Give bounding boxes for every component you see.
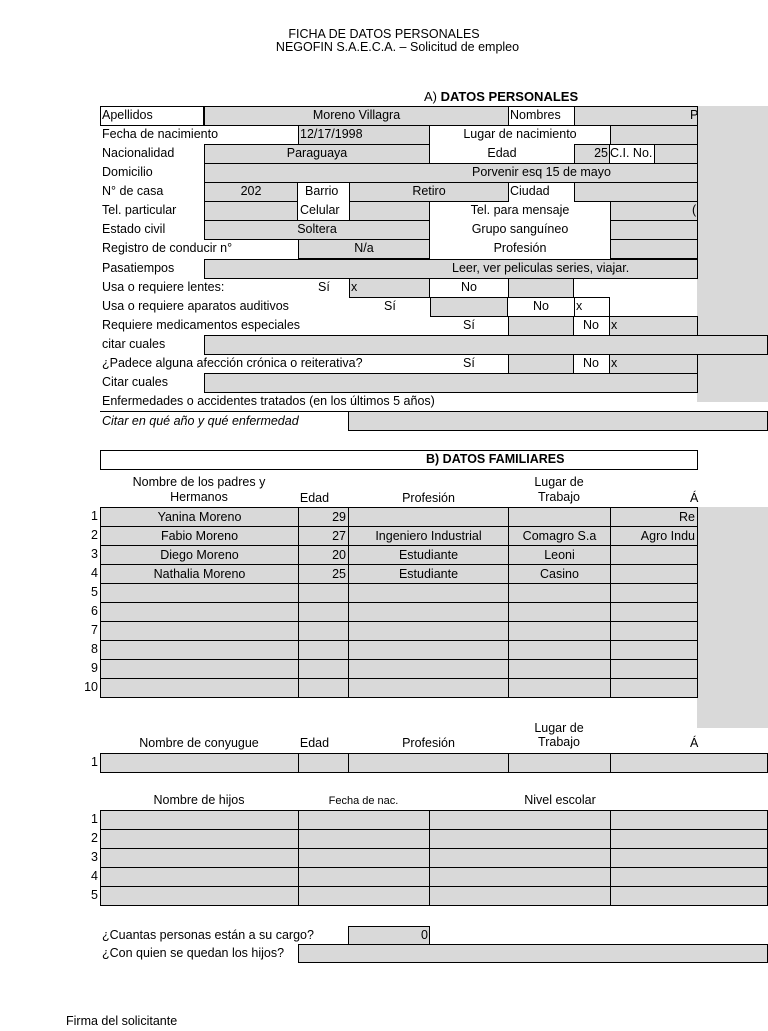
- celular-field[interactable]: [349, 201, 430, 221]
- parents-cell-extra[interactable]: [610, 583, 698, 603]
- barrio-label: Barrio: [305, 184, 339, 198]
- children-cell-extra[interactable]: [610, 848, 768, 868]
- parents-cell-nombre[interactable]: Fabio Moreno: [100, 526, 299, 546]
- afeccion-no-label: No: [583, 356, 599, 370]
- parents-cell-extra[interactable]: [610, 621, 698, 641]
- estado-civil-value: Soltera: [297, 222, 337, 236]
- spouse-header-lugar: Lugar de Trabajo: [534, 721, 584, 749]
- spouse-cell-edad[interactable]: [298, 753, 349, 773]
- parents-cell-nombre[interactable]: [100, 583, 299, 603]
- spouse-header-extra: Á: [690, 736, 699, 750]
- parents-cell-profesion[interactable]: [348, 621, 509, 641]
- parents-cell-lugar[interactable]: Casino: [508, 564, 611, 584]
- parents-cell-profesion[interactable]: [348, 507, 509, 527]
- citar-cuales-1-label: citar cuales: [102, 337, 166, 351]
- children-cell-fecha[interactable]: [298, 810, 430, 830]
- lentes-label: Usa o requiere lentes:: [102, 280, 225, 294]
- parents-cell-lugar[interactable]: [508, 602, 611, 622]
- parents-cell-nombre[interactable]: Yanina Moreno: [100, 507, 299, 527]
- medicamentos-no-field[interactable]: [609, 316, 698, 336]
- children-cell-extra[interactable]: [610, 867, 768, 887]
- parents-row-number: 2: [91, 528, 98, 542]
- spouse-header-nombre: Nombre de conyugue: [139, 736, 259, 750]
- children-row-number: 4: [91, 869, 98, 883]
- n-casa-value: 202: [240, 184, 262, 198]
- nombres-value: P: [690, 108, 699, 122]
- parents-cell-nombre[interactable]: [100, 678, 299, 698]
- parents-cell-profesion[interactable]: [348, 678, 509, 698]
- ci-label: C.I. No.: [610, 146, 653, 160]
- auditivos-si-field[interactable]: [430, 297, 508, 317]
- children-cell-nombre[interactable]: [100, 848, 299, 868]
- lentes-no-label: No: [461, 280, 477, 294]
- citar-cuales-1-field[interactable]: [204, 335, 768, 355]
- parents-cell-extra[interactable]: Agro Indu: [610, 526, 698, 546]
- parents-cell-lugar[interactable]: [508, 640, 611, 660]
- apellidos-value: Moreno Villagra: [312, 108, 401, 122]
- parents-cell-edad[interactable]: [298, 640, 349, 660]
- parents-cell-nombre[interactable]: [100, 659, 299, 679]
- n-casa-label: N° de casa: [102, 184, 164, 198]
- parents-cell-profesion[interactable]: [348, 602, 509, 622]
- nombres-field[interactable]: [574, 106, 698, 126]
- parents-cell-nombre[interactable]: Nathalia Moreno: [100, 564, 299, 584]
- children-cell-extra[interactable]: [610, 886, 768, 906]
- children-cell-nivel[interactable]: [429, 829, 611, 849]
- barrio-value: Retiro: [412, 184, 446, 198]
- parents-cell-nombre[interactable]: [100, 640, 299, 660]
- parents-cell-profesion[interactable]: [348, 659, 509, 679]
- domicilio-field[interactable]: [204, 163, 698, 183]
- children-cell-fecha[interactable]: [298, 886, 430, 906]
- afeccion-no-field[interactable]: [609, 354, 698, 374]
- lugar-nacimiento-field[interactable]: [610, 125, 698, 145]
- lentes-no-field[interactable]: [508, 278, 574, 298]
- parents-cell-edad[interactable]: [298, 678, 349, 698]
- children-cell-nombre[interactable]: [100, 867, 299, 887]
- parents-row-number: 1: [91, 509, 98, 523]
- lentes-si-label: Sí: [318, 280, 330, 294]
- lugar-nacimiento-label: Lugar de nacimiento: [463, 127, 577, 141]
- celular-label: Celular: [300, 203, 340, 217]
- form-subtitle: NEGOFIN S.A.E.C.A. – Solicitud de empleo: [275, 40, 520, 54]
- parents-cell-profesion[interactable]: [348, 583, 509, 603]
- domicilio-value: Porvenir esq 15 de mayo: [472, 165, 611, 179]
- children-header-nivel: Nivel escolar: [524, 793, 596, 807]
- citar-anio-field[interactable]: [348, 411, 768, 431]
- parents-row-number: 5: [91, 585, 98, 599]
- parents-row-number: 7: [91, 623, 98, 637]
- parents-cell-lugar[interactable]: [508, 583, 611, 603]
- tel-particular-field[interactable]: [204, 201, 298, 221]
- spouse-header-profesion: Profesión: [402, 736, 455, 750]
- medicamentos-si-label: Sí: [463, 318, 475, 332]
- children-cell-nivel[interactable]: [429, 867, 611, 887]
- citar-cuales-2-label: Citar cuales: [102, 375, 168, 389]
- children-cell-extra[interactable]: [610, 810, 768, 830]
- spouse-row-number: 1: [91, 755, 98, 769]
- parents-row-number: 8: [91, 642, 98, 656]
- estado-civil-label: Estado civil: [102, 222, 166, 236]
- medicamentos-no-label: No: [583, 318, 599, 332]
- children-cell-nivel[interactable]: [429, 848, 611, 868]
- right-column-gray-top: [697, 106, 768, 402]
- medicamentos-no-value: x: [611, 318, 618, 332]
- parents-cell-edad[interactable]: [298, 621, 349, 641]
- parents-cell-extra[interactable]: [610, 640, 698, 660]
- parents-cell-edad[interactable]: [298, 583, 349, 603]
- spouse-cell-extra[interactable]: [610, 753, 768, 773]
- parents-header-lugar: Lugar de Trabajo: [534, 475, 584, 504]
- edad-value: 25: [594, 146, 608, 160]
- profesion-field[interactable]: [610, 239, 698, 259]
- parents-cell-edad[interactable]: [298, 659, 349, 679]
- registro-value: N/a: [354, 241, 374, 255]
- parents-header-nombre: Nombre de los padres y Hermanos: [132, 475, 266, 504]
- parents-cell-lugar[interactable]: [508, 659, 611, 679]
- parents-row-number: 9: [91, 661, 98, 675]
- parents-cell-extra[interactable]: [610, 545, 698, 565]
- grupo-sanguineo-label: Grupo sanguíneo: [471, 222, 569, 236]
- parents-cell-edad[interactable]: 29: [298, 507, 349, 527]
- afeccion-label: ¿Padece alguna afección crónica o reiterativa?: [102, 356, 363, 370]
- afeccion-no-value: x: [611, 356, 618, 370]
- parents-cell-lugar[interactable]: [508, 678, 611, 698]
- profesion-label: Profesión: [493, 241, 547, 255]
- ciudad-field[interactable]: [574, 182, 698, 202]
- section-b-title: B) DATOS FAMILIARES: [426, 452, 565, 466]
- domicilio-label: Domicilio: [102, 165, 153, 179]
- parents-cell-nombre[interactable]: Diego Moreno: [100, 545, 299, 565]
- ci-field[interactable]: [654, 144, 698, 164]
- parents-cell-lugar[interactable]: Comagro S.a: [508, 526, 611, 546]
- tel-particular-label: Tel. particular: [102, 203, 177, 217]
- fecha-nacimiento-value: 12/17/1998: [300, 127, 363, 141]
- nacionalidad-value: Paraguaya: [286, 146, 348, 160]
- cargo-value: 0: [421, 928, 428, 942]
- registro-label: Registro de conducir n°: [102, 241, 233, 255]
- parents-cell-profesion[interactable]: Estudiante: [348, 564, 509, 584]
- children-cell-fecha[interactable]: [298, 848, 430, 868]
- parents-cell-nombre[interactable]: [100, 602, 299, 622]
- children-cell-nombre[interactable]: [100, 886, 299, 906]
- firma-label: Firma del solicitante: [66, 1014, 178, 1028]
- auditivos-si-label: Sí: [384, 299, 396, 313]
- grupo-sanguineo-field[interactable]: [610, 220, 698, 240]
- auditivos-no-value: x: [576, 299, 583, 313]
- children-cell-nivel[interactable]: [429, 886, 611, 906]
- lentes-si-value: x: [351, 280, 358, 294]
- tel-mensaje-value: (: [692, 203, 697, 217]
- tel-mensaje-label: Tel. para mensaje: [470, 203, 570, 217]
- parents-cell-lugar[interactable]: [508, 621, 611, 641]
- section-a-title: A) DATOS PERSONALES: [424, 89, 579, 104]
- children-cell-nombre[interactable]: [100, 829, 299, 849]
- nombres-label: Nombres: [510, 108, 561, 122]
- tel-mensaje-field[interactable]: [610, 201, 698, 221]
- apellidos-label: Apellidos: [102, 108, 153, 122]
- parents-cell-edad[interactable]: [298, 602, 349, 622]
- parents-cell-extra[interactable]: Re: [610, 507, 698, 527]
- parents-cell-profesion[interactable]: Estudiante: [348, 545, 509, 565]
- enfermedades-label: Enfermedades o accidentes tratados (en los últimos 5 años): [102, 394, 435, 408]
- citar-anio-label: Citar en qué año y qué enfermedad: [102, 414, 299, 428]
- right-column-gray-mid: [697, 507, 768, 728]
- children-cell-nivel[interactable]: [429, 810, 611, 830]
- parents-cell-edad[interactable]: 25: [298, 564, 349, 584]
- parents-cell-extra[interactable]: [610, 659, 698, 679]
- children-row-number: 2: [91, 831, 98, 845]
- ciudad-label: Ciudad: [510, 184, 550, 198]
- children-row-number: 1: [91, 812, 98, 826]
- hijos-quedan-label: ¿Con quien se quedan los hijos?: [102, 946, 285, 960]
- hijos-quedan-field[interactable]: [298, 944, 768, 963]
- parents-row-number: 3: [91, 547, 98, 561]
- auditivos-no-label: No: [533, 299, 549, 313]
- form-title: FICHA DE DATOS PERSONALES: [288, 27, 480, 41]
- pasatiempos-value: Leer, ver peliculas series, viajar.: [452, 261, 630, 275]
- children-row-number: 5: [91, 888, 98, 902]
- medicamentos-si-field[interactable]: [508, 316, 574, 336]
- pasatiempos-label: Pasatiempos: [102, 261, 175, 275]
- parents-header-edad: Edad: [299, 491, 330, 505]
- parents-cell-extra[interactable]: [610, 602, 698, 622]
- fecha-nacimiento-label: Fecha de nacimiento: [102, 127, 219, 141]
- medicamentos-label: Requiere medicamentos especiales: [102, 318, 301, 332]
- afeccion-si-field[interactable]: [508, 354, 574, 374]
- auditivos-label: Usa o requiere aparatos auditivos: [102, 299, 289, 313]
- children-cell-fecha[interactable]: [298, 867, 430, 887]
- parents-cell-extra[interactable]: [610, 564, 698, 584]
- children-cell-nombre[interactable]: [100, 810, 299, 830]
- nacionalidad-label: Nacionalidad: [102, 146, 175, 160]
- parents-header-extra: Á: [690, 491, 699, 505]
- spouse-header-edad: Edad: [299, 736, 330, 750]
- parents-header-profesion: Profesión: [402, 491, 455, 505]
- parents-row-number: 6: [91, 604, 98, 618]
- parents-cell-profesion[interactable]: Ingeniero Industrial: [348, 526, 509, 546]
- parents-cell-edad[interactable]: 20: [298, 545, 349, 565]
- spouse-cell-lugar[interactable]: [508, 753, 611, 773]
- parents-cell-profesion[interactable]: [348, 640, 509, 660]
- parents-row-number: 10: [84, 680, 98, 694]
- spouse-cell-profesion[interactable]: [348, 753, 509, 773]
- parents-row-number: 4: [91, 566, 98, 580]
- children-cell-extra[interactable]: [610, 829, 768, 849]
- citar-cuales-2-field[interactable]: [204, 373, 698, 393]
- parents-cell-nombre[interactable]: [100, 621, 299, 641]
- parents-cell-lugar[interactable]: Leoni: [508, 545, 611, 565]
- afeccion-si-label: Sí: [463, 356, 475, 370]
- children-header-fecha: Fecha de nac.: [328, 795, 399, 807]
- parents-cell-extra[interactable]: [610, 678, 698, 698]
- children-row-number: 3: [91, 850, 98, 864]
- cargo-label: ¿Cuantas personas están a su cargo?: [102, 928, 314, 942]
- children-header-nombre: Nombre de hijos: [153, 793, 245, 807]
- spouse-cell-nombre[interactable]: [100, 753, 299, 773]
- children-cell-fecha[interactable]: [298, 829, 430, 849]
- lentes-si-field[interactable]: [349, 278, 430, 298]
- parents-cell-edad[interactable]: 27: [298, 526, 349, 546]
- section-b-title-box: [100, 450, 698, 470]
- edad-label: Edad: [487, 146, 517, 160]
- parents-cell-lugar[interactable]: [508, 507, 611, 527]
